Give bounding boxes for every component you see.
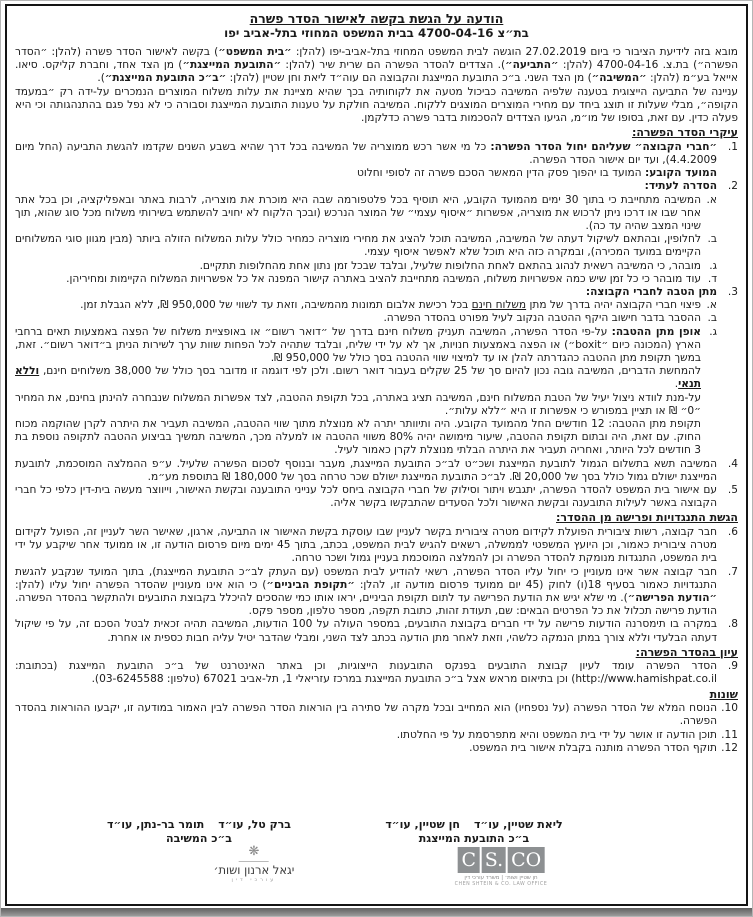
list-item bbox=[15, 458, 738, 484]
text-segment: בכל רכישת אלבום תמונות מהמשיבה, וזאת עד לשווי של 950,000 ₪, ללא הגבלת זמן. bbox=[80, 299, 472, 312]
text-segment: תוכן הודעה זו אושר על ידי בית המשפט והיא מתפרסמת על פי החלטתו. bbox=[396, 728, 717, 741]
item-number: 8. bbox=[727, 618, 738, 631]
section-header bbox=[15, 646, 738, 661]
page-title: הודעה על הגשת בקשה לאישור הסדר פשרה bbox=[249, 11, 504, 26]
document-header bbox=[15, 11, 738, 40]
sub-list-item bbox=[15, 299, 717, 312]
item-number: 1. bbox=[727, 140, 738, 153]
list-item bbox=[15, 742, 738, 755]
item-text bbox=[15, 312, 701, 325]
item-number: 2. bbox=[727, 180, 738, 193]
arnon-logo-name: יגאל ארנון ושות׳ bbox=[213, 863, 295, 877]
text-segment: ״תקופת הביניים״ bbox=[266, 578, 355, 591]
sub-list-item bbox=[15, 273, 717, 286]
text-segment: על-פי הסדר הפשרה, המשיבה תעניק משלוח חינם בדרך של ״דואר רשום״ או באופציית משלוח של הפצה באמצעות תאים ברחבי הארץ (המכונה כיום ״boxit״) או הפצה באמצעות חנויות, אך לא על ידי שליח, ובלבד שתהיה לכל הפחות שוות ערך לשירות הניתן ב״דואר רשום״. זאת, במשך תקופת מתן ההטבה כהגדרתה להלן או עד למיצוי שווי ההטבה בסך כולל של 950,000 ₪. bbox=[15, 325, 701, 364]
item-text bbox=[15, 566, 717, 619]
item-text bbox=[15, 729, 717, 742]
sub-list-item bbox=[15, 312, 717, 325]
text-segment: המועד הקובע: bbox=[644, 167, 717, 180]
sub-list-item bbox=[15, 194, 717, 234]
text-blocks bbox=[15, 46, 738, 818]
list-item bbox=[15, 729, 738, 742]
item-text bbox=[15, 194, 701, 234]
section-header-text: עיקרי הסדר הפשרה: bbox=[631, 126, 738, 140]
text-segment: ). bbox=[97, 72, 105, 85]
text-segment: ) כי הוא אינו מעוניין שהסדר הפשרה יחול עליו (להלן: bbox=[15, 578, 267, 591]
list-item bbox=[15, 702, 738, 728]
item-number: 11. bbox=[721, 728, 738, 741]
item-text bbox=[15, 484, 717, 510]
item-text bbox=[15, 618, 717, 644]
list-item bbox=[15, 286, 738, 299]
item-number: 10. bbox=[721, 702, 738, 715]
item-text bbox=[15, 326, 701, 366]
list-item bbox=[15, 180, 738, 193]
item-letter: א. bbox=[706, 299, 717, 312]
text-segment: וללא תנאי bbox=[15, 365, 701, 391]
signature-name: תומר בר-נתן, עו״ד bbox=[106, 818, 205, 831]
item-number: 12. bbox=[721, 741, 738, 754]
text-segment: ״חברי הקבוצה״ שעליהם יחול הסדר הפשרה: bbox=[490, 140, 717, 153]
item-text bbox=[15, 273, 701, 286]
item-number: 9. bbox=[727, 660, 738, 673]
text-segment: ״בית המשפט״ bbox=[218, 46, 292, 58]
text-segment: ההסבר בדבר חישוב היקף ההטבה הנקוב לעיל מפורט בהסדר הפשרה. bbox=[383, 312, 701, 325]
csco-logo-tiles bbox=[455, 847, 548, 873]
section-header bbox=[15, 511, 738, 526]
text-segment: ). מי שלא יגיש את הודעת הפרישה עד לתום תקופת הביניים, יראו אותו כמי שהסכים להיכלל בקבוצת התובעים ולהתקשר בהסדר הפשרה. הודעת פרישה תכלול את כל הפרטים הבאים: שם, תעודת זהות, כתובת תקפה, מספר טלפון, מספר פקס. bbox=[15, 591, 717, 618]
item-text bbox=[15, 260, 701, 273]
item-text bbox=[15, 141, 717, 167]
paragraph bbox=[15, 418, 701, 458]
text-segment: הסדר הפשרה עומד לעיון קבוצת התובעים בפנקס התובענות הייצוגיות, וכן באתר האינטרנט של ב״כ התובעת המייצגת (בכתובת: http://www.hamishpat.co.il) וכן בתיאום מראש אצל ב״כ התובעת המייצגת במרכז עזריאלי 1, תל-אביב 67021 (טלפון: ‎03-6245588‎). bbox=[15, 660, 717, 686]
item-text bbox=[15, 742, 717, 755]
section-header bbox=[15, 688, 738, 703]
signature-plaintiff-counsel bbox=[378, 818, 569, 846]
text-segment: תוקף הסדר הפשרה מותנה בקבלת אישור בית המשפט. bbox=[469, 741, 717, 754]
list-item bbox=[15, 618, 738, 644]
signature-role: ב״כ המשיבה bbox=[166, 832, 232, 845]
item-text bbox=[15, 458, 717, 484]
signature-respondent-counsel bbox=[100, 818, 298, 846]
list-item bbox=[15, 484, 738, 510]
signature-name: ליאת שטיין, עו״ד bbox=[473, 818, 563, 831]
item-number: 5. bbox=[727, 484, 738, 496]
text-segment: ). הצדדים להסדר הפשרה הם שרית שיר (להלן: bbox=[281, 59, 506, 72]
text-segment: להמחשת הדברים, המשיבה גובה נכון להיום סך של 25 שקלים בעבור דואר רשום. ולכן לפי דוגמה זו מדובר בסך כולל של 38,000 משלוחים חינם, bbox=[39, 365, 701, 378]
paragraph bbox=[15, 86, 738, 126]
text-segment: . bbox=[674, 378, 679, 391]
document-frame bbox=[5, 4, 748, 906]
signature-name: ברק טל, עו״ד bbox=[218, 818, 292, 831]
text-segment: חבר קבוצה, רשות ציבורית הפועלת לקידום מטרה ציבורית בקשר לעניין שבו עוסקת בקשת האישור או התביעה, ארגון, שאישר השר לעניין זה, הפועל לקידום מטרה ציבורית כאמור, וכן היועץ המשפטי לממשלה, רשאים להגיש לבית המשפט, בכתב, בתוך 45 ימים מיום פרסום הודעה זו, או ממועד אחר שיקבע על ידי בית המשפט, התנגדות מנומקת להסדר הפשרה וכן להמלצה המוסכמת בעניין גמול ושכר טרחה. bbox=[15, 525, 717, 565]
text-segment: הסדרה לעתיד: bbox=[644, 180, 717, 193]
sub-list-item bbox=[15, 233, 717, 259]
item-letter: ד. bbox=[707, 272, 717, 285]
signature-names bbox=[378, 818, 569, 832]
csco-logo-hebrew-caption: חן שטיין ושות׳ | משרד עורכי דין bbox=[464, 875, 538, 881]
item-text bbox=[15, 660, 717, 686]
text-segment: ) מן הצד אחד, וחברת קליקס. סיאו. אייאל בע״מ (להלן: bbox=[15, 59, 738, 85]
signature-names bbox=[100, 818, 298, 832]
text-segment: ) בקשה לאישור הסדר פשרה (להלן: ״הסדר הפשרה״) בת.צ. ‎4700-04-16‎ (להלן: bbox=[15, 46, 738, 72]
text-segment: על-מנת לוודא ניצול יעיל של הטבת המשלוח חינם, המשיבה תציג באתרה, בכל תקופת ההטבה, לצד אפשרות המשלוח שנבחרה להינתן בחינם, את המחיר ״0״ ₪ או תציין במפורש כי אפשרות זו היא ״ללא עלות״. bbox=[15, 391, 701, 417]
item-letter: ב. bbox=[707, 312, 717, 325]
list-item bbox=[15, 526, 738, 566]
arnon-law-office-logo bbox=[214, 845, 295, 884]
item-number: 3. bbox=[727, 285, 738, 298]
text-segment: כל מי אשר רכש ממוצריה של המשיבה בכל דרך שהיא בשבע השנים שקדמו להגשת התביעה (החל מיום 4.4.2009), ועד יום אישור הסדר הפשרה. bbox=[15, 140, 717, 166]
item-text bbox=[15, 180, 717, 193]
sub-list-item bbox=[15, 260, 717, 273]
item-letter: א. bbox=[706, 193, 717, 206]
page-subtitle: בת״צ ‎4700-04-16‎ בבית המשפט המחוזי בתל-אביב יפו bbox=[224, 26, 529, 40]
sub-list-item bbox=[15, 326, 717, 366]
text-segment: הנוסח המלא של הסדר הפשרה (על נספחיו) הוא המחייב ובכל מקרה של סתירה בין הוראות הסדר הפשרה לבין האמור במודעה זו, יקבעו ההוראות בהסדר הפשרה. bbox=[15, 702, 717, 728]
text-segment: ״ב״כ התובעת המייצגת״ bbox=[104, 72, 227, 85]
signature-name: חן שטיין, עו״ד bbox=[385, 818, 460, 831]
csco-logo-english-caption: CHEN SHTEIN & CO. LAW OFFICE bbox=[454, 882, 548, 887]
text-segment: ) מן הצד השני. ב״כ התובעת המייצגת והקבוצה הם עוה״ד ליאת וחן שטיין (להלן: bbox=[226, 72, 592, 85]
text-segment: חבר קבוצה אשר אינו מעוניין כי יחול עליו הסדר הפשרה, רשאי להודיע לבית המשפט (עם העתק לב״כ התובעת המייצגת), בתוך המועד שנקבע להגשת התנגדויות כאמור בסעיף 18(ו) לחוק (45 יום ממועד פרסום מודעה זו, להלן: bbox=[15, 565, 717, 591]
text-segment: עם אישור בית המשפט להסדר הפשרה, יתגבש ויתור וסילוק של חברי הקבוצה ביחס לכל ענייני התובענה ובקשת האישור, וייווצר מעשה בית-דין כלפי כל חברי הקבוצה באשר לעילות התובענה ובקשת האישור ולכל הסעדים שהתבקשו בקשר אליה. bbox=[15, 484, 717, 510]
logo-tile: S. bbox=[482, 847, 506, 873]
paragraph bbox=[15, 365, 701, 391]
paragraph bbox=[15, 167, 717, 180]
text-segment: לחלופין, ובהתאם לשיקול דעתה של המשיבה, המשיבה תוכל להציג את מחירי מוצריה כמחיר כולל עלות המשלוח הזולה ביותר (מבין מגוון סוגי המשלוחים הקיימים במועד המכירה), ובמקרה כזה היא תוכל שלא לאפשר איסוף עצמי. bbox=[15, 233, 701, 259]
logo-tile: CO bbox=[508, 847, 544, 873]
item-number: 4. bbox=[727, 457, 738, 470]
section-header-text: שונות bbox=[709, 687, 738, 701]
paragraph bbox=[15, 392, 701, 418]
list-item bbox=[15, 660, 738, 686]
list-item bbox=[15, 141, 738, 167]
item-letter: ב. bbox=[707, 233, 717, 246]
text-segment: תקופת מתן ההטבה: 12 חודשים החל מהמועד הקובע. היה ותיוותר יתרה לא מנוצלת מתוך שווי ההטבה, המשיבה תעביר את היתרה לקרן שהוקמה מכוח החוק. עם זאת, היה ובתום תקופת ההטבה, שיעור מימושה יהיה 80% משווי ההטבה או למעלה מכך, המשיבה תמשיך בביצוע ההטבה לתקופה נוספת בת 3 חודשים לכל היותר, ואחריה תעביר את היתרה הבלתי מנוצלת לקרן כאמור לעיל. bbox=[15, 417, 701, 457]
text-segment: משלוח חינם bbox=[471, 299, 527, 312]
text-segment: במקרה בו תימסרנה הודעות פרישה על ידי חברים בקבוצת התובעים, במספר העולה על 100 הודעות, המשיבה תהיה זכאית לבטל הסכם זה, על פי שיקול דעתה הבלעדי וללא צורך במתן הנמקה כלשהי, וזאת לאחר מתן הודעה בכתב לצד השני, ומבלי שהדבר יטיל עליה חבות כספית או אחרת. bbox=[15, 618, 717, 644]
list-item bbox=[15, 566, 738, 619]
signature-role: ב״כ התובעת המייצגת bbox=[418, 832, 530, 845]
text-segment: המועד בו יהפוך פסק הדין המאשר הסכם פשרה זה לסופי וחלוט bbox=[356, 167, 645, 180]
item-text bbox=[15, 286, 717, 299]
item-number: 7. bbox=[727, 565, 738, 578]
item-letter: ג. bbox=[709, 325, 717, 338]
text-segment: ״התביעה״ bbox=[505, 59, 559, 72]
logo-divider bbox=[239, 861, 269, 862]
paragraph bbox=[15, 46, 738, 86]
item-number: 6. bbox=[727, 525, 738, 538]
item-text bbox=[15, 299, 701, 312]
text-segment: מתן הטבה לחברי הקבוצה: bbox=[585, 285, 717, 298]
text-segment: אופן מתן ההטבה: bbox=[611, 325, 701, 338]
item-text bbox=[15, 233, 701, 259]
logo-tile: C bbox=[458, 847, 480, 873]
text-segment: ״הודעת הפרישה״ bbox=[627, 591, 717, 604]
item-letter: ג. bbox=[709, 259, 717, 272]
text-segment: עוד מובהר כי כל זמן שיש כמה אפשרויות משלוח, המשיבה מתחייבת להציב באתרה קישור המפנה אל כל אפשרויות המשלוח הקיימות ומחיריהן. bbox=[66, 272, 701, 285]
csco-law-office-logo bbox=[455, 847, 548, 888]
text-segment: ״המשיבה״ bbox=[591, 72, 647, 85]
text-segment: פיצוי חברי הקבוצה יהיה בדרך של מתן bbox=[526, 299, 701, 312]
arnon-logo-subtitle: עורכי דין bbox=[231, 877, 277, 883]
section-header-text: הגשת התנגדויות ופרישה מן ההסדר: bbox=[556, 511, 738, 525]
text-segment: מובא בזה לידיעת הציבור כי ביום 27.02.2019 הוגשה לבית המשפט המחוזי בתל-אביב-יפו (להלן: bbox=[291, 46, 738, 58]
flower-icon: ❋ bbox=[248, 844, 260, 859]
section-header-text: עיון בהסדר הפשרה: bbox=[635, 645, 738, 659]
section-header bbox=[15, 126, 738, 141]
text-segment: ״התובעת המייצגת״ bbox=[182, 59, 282, 72]
text-segment: המשיבה מתחייבת כי בתוך 30 ימים מהמועד הקובע, היא תוסיף בכל פלטפורמה שבה היא מוכרת את מוצריה, לרבות באתר ובאפליקציה, וכן בכל אתר אחר שבו או דרכו ניתן לרכוש את מוצריה, אפשרות ״איסוף עצמי״ של המוצר הנרכש (ובכך הלקוח לא יחויב להשתמש בשירותי משלוח מכל סוג שהוא, תוך שינוי המצב שהיה עד כה). bbox=[15, 193, 701, 232]
window-bottom-edge bbox=[1, 908, 752, 916]
text-segment: המשיבה תשא בתשלום הגמול לתובעת המייצגת ושכ״ט לב״כ התובעת המייצגת, מעבר ובנוסף לסכום הפשרה שלעיל. ע״פ ההמלצה המוסכמת, לתובעת המייצגת ישולם גמול כולל בסך של 20,000 ₪. לב״כ התובעת המייצגת ישולם שכר טרחה בסך של 180,000 ₪ בתוספת מע״מ. bbox=[15, 457, 717, 483]
text-segment: עניינה של התביעה הייצוגית בטענה שלפיה המשיבה כביכול מטעה את לקוחותיה בכך שהיא מציינת את עלות משלוח המוצרים הנמכרים על-ידה רק ״במעמד הקופה״, מבלי שעלות זו תוצג ביחד עם מחירי המוצרים המוצגים ללקוח. המשיבה חולקת על טענות התובעת המייצגת וסבורה כי לא נפל פגם בהתנהגותה וכי היא פעלה כדין. עם זאת, בסופו של מו״מ, הגיעו הצדדים להסכמות בדבר פשרה כדלקמן. bbox=[15, 85, 738, 125]
text-segment: מובהר, כי המשיבה רשאית לנהוג בהתאם לאחת החלופות שלעיל, ובלבד שבכל זמן נתון אחת מהחלופות תתקיים. bbox=[199, 259, 701, 272]
item-text bbox=[15, 526, 717, 566]
item-text bbox=[15, 702, 717, 728]
